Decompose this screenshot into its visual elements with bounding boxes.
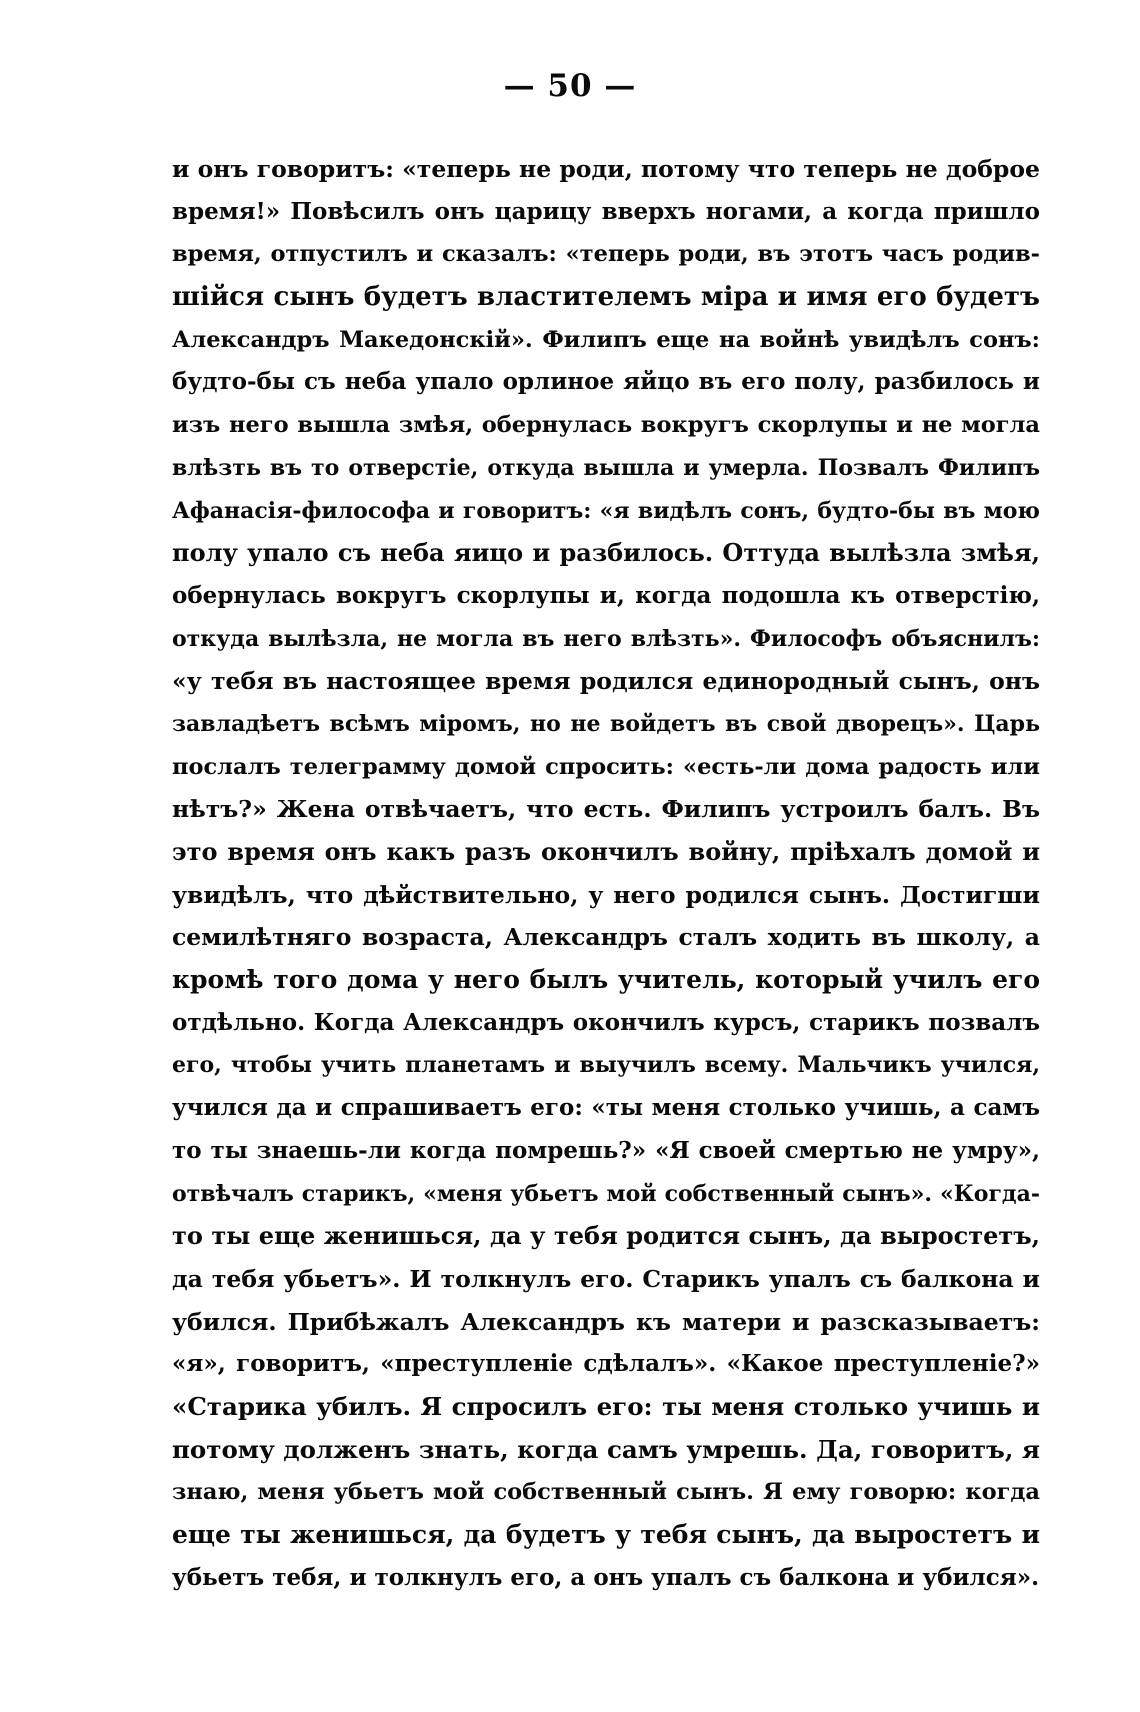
- text-line: его, чтобы учить планетамъ и выучилъ всему. Мальчикъ учился,: [172, 1052, 1040, 1079]
- text-line: завладѣетъ всѣмъ міромъ, но не войдетъ въ свой дворецъ». Царь: [172, 710, 1040, 737]
- text-line: семилѣтняго возраста, Александръ сталъ ходить въ школу, а: [172, 923, 1040, 952]
- text-line: будто-бы съ неба упало орлиное яйцо въ его полу, разбилось и: [172, 368, 1040, 396]
- text-line: отдѣльно. Когда Александръ окончилъ курсъ, старикъ позвалъ: [172, 1008, 1040, 1036]
- text-line: потому долженъ знать, когда самъ умрешь. Да, говоритъ, я: [172, 1434, 1040, 1464]
- text-line: увидѣлъ, что дѣйствительно, у него родился сынъ. Достигши: [172, 880, 1040, 909]
- text-line: то ты знаешь-ли когда помрешь?» «Я своей смертью не умру»,: [172, 1136, 1040, 1164]
- text-line: отвѣчалъ старикъ, «меня убьетъ мой собственный сынъ». «Когда-: [172, 1180, 1040, 1207]
- text-line: полу упало съ неба яицо и разбилось. Оттуда вылѣзла змѣя,: [172, 538, 1040, 568]
- text-line: «Старика убилъ. Я спросилъ его: ты меня столько учишь и: [172, 1391, 1040, 1421]
- text-line: убился. Прибѣжалъ Александръ къ матери и разсказываетъ:: [172, 1307, 1040, 1336]
- text-line: это время онъ какъ разъ окончилъ войну, пріѣхалъ домой и: [172, 837, 1040, 866]
- text-line: и онъ говоритъ: «теперь не роди, потому что теперь не доброе: [172, 155, 1040, 183]
- text-line: учился да и спрашиваетъ его: «ты меня столько учишь, а самъ: [172, 1094, 1040, 1122]
- text-line: время!» Повѣсилъ онъ царицу вверхъ ногами, а когда пришло: [172, 197, 1040, 225]
- page-number: — 50 —: [503, 68, 637, 104]
- text-line: нѣтъ?» Жена отвѣчаетъ, что есть. Филипъ устроилъ балъ. Въ: [172, 795, 1040, 824]
- text-line: знаю, меня убьетъ мой собственный сынъ. Я ему говорю: когда: [172, 1479, 1040, 1506]
- text-line: влѣзть въ то отверстіе, откуда вышла и умерла. Позвалъ Филипъ: [172, 454, 1040, 481]
- text-line: изъ него вышла змѣя, обернулась вокругъ скорлупы и не могла: [172, 412, 1040, 439]
- text-line: да тебя убьетъ». И толкнулъ его. Старикъ упалъ съ балкона и: [172, 1264, 1040, 1293]
- text-line: послалъ телеграмму домой спросить: «есть-ли дома радость или: [172, 753, 1040, 780]
- text-line: «я», говоритъ, «преступленіе сдѣлалъ». «Какое преступленіе?»: [172, 1350, 1040, 1378]
- text-line: время, отпустилъ и сказалъ: «теперь роди, въ этотъ часъ родив-: [172, 241, 1040, 268]
- text-line: откуда вылѣзла, не могла въ него влѣзть». Философъ объяснилъ:: [172, 625, 1040, 652]
- text-line: обернулась вокругъ скорлупы и, когда подошла къ отверстію,: [172, 581, 1040, 609]
- text-line: «у тебя въ настоящее время родился единородный сынъ, онъ: [172, 667, 1040, 696]
- text-line: убьетъ тебя, и толкнулъ его, а онъ упалъ съ балкона и убился».: [172, 1563, 1040, 1591]
- page-text: [172, 148, 1040, 1599]
- text-line: шійся сынъ будетъ властителемъ міра и имя его будетъ: [172, 282, 1040, 313]
- text-line: еще ты женишься, да будетъ у тебя сынъ, да выростетъ и: [172, 1520, 1040, 1549]
- text-line: Афанасія-философа и говоритъ: «я видѣлъ сонъ, будто-бы въ мою: [172, 497, 1040, 524]
- text-line: Александръ Македонскій». Филипъ еще на войнѣ увидѣлъ сонъ:: [172, 326, 1040, 353]
- text-line: то ты еще женишься, да у тебя родится сынъ, да выростетъ,: [172, 1221, 1040, 1251]
- text-line: кромѣ того дома у него былъ учитель, который училъ его: [172, 965, 1040, 995]
